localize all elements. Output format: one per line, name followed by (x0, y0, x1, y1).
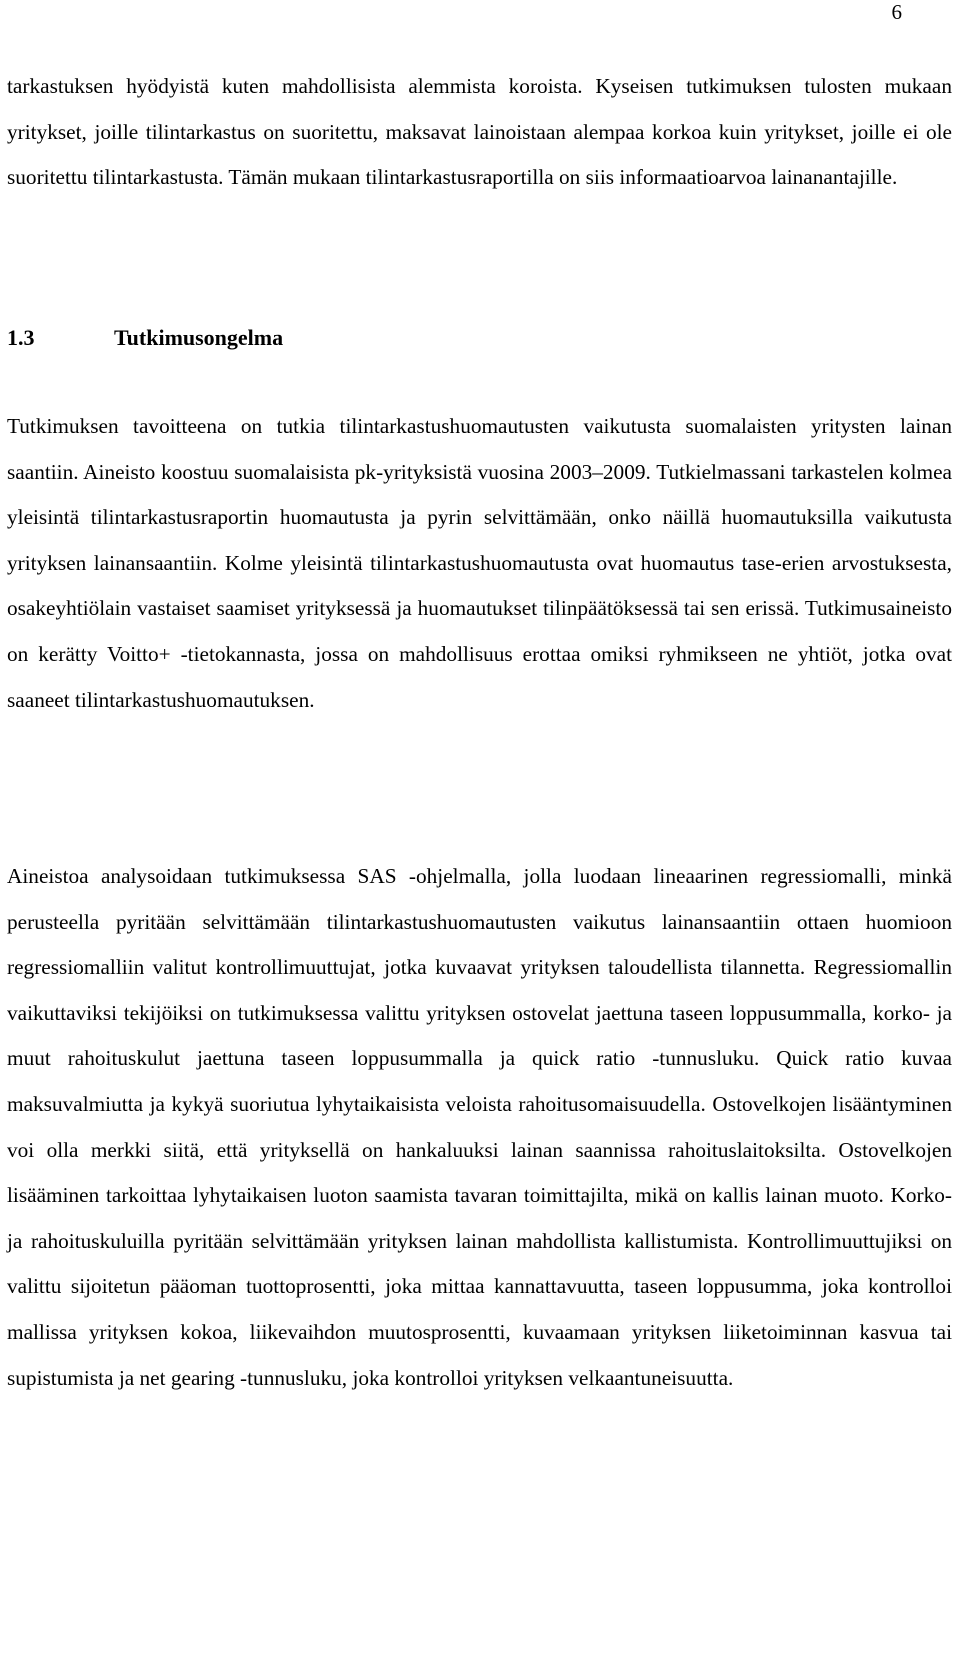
page-number: 6 (891, 0, 902, 24)
paragraph-research-problem: Tutkimuksen tavoitteena on tutkia tilintarkastushuomautusten vaikutusta suomalaisten yritysten lainan saantiin. Aineisto koostuu suomalaisista pk-yrityksistä vuosina 2003–2009. Tutkielmassani tarkastelen kolmea yleisintä tilintarkastusraportin huomautusta ja pyrin selvittämään, onko näillä huomautuksilla vaikutusta yrityksen lainansaantiin. Kolme yleisintä tilintarkastushuomautusta ovat huomautus tase-erien arvostuksesta, osakeyhtiölain vastaiset saamiset yrityksessä ja huomautukset tilinpäätöksessä tai sen erissä. Tutkimusaineisto on kerätty Voitto+ -tietokannasta, jossa on mahdollisuus erottaa omiksi ryhmikseen ne yhtiöt, jotka ovat saaneet tilintarkastushuomautuksen. (7, 414, 952, 712)
paragraph-intro-continuation: tarkastuksen hyödyistä kuten mahdollisista alemmista koroista. Kyseisen tutkimuksen tulosten mukaan yritykset, joille tilintarkastus on suoritettu, maksavat lainoistaan alempaa korkoa kuin yritykset, joille ei ole suoritettu tilintarkastusta. Tämän mukaan tilintarkastusraportilla on siis informaatioarvoa lainanantajille. (7, 74, 952, 190)
section-heading (7, 315, 283, 361)
section-number: 1.3 (7, 325, 35, 350)
paragraph-analysis-method: Aineistoa analysoidaan tutkimuksessa SAS -ohjelmalla, jolla luodaan lineaarinen regressiomalli, minkä perusteella pyritään selvittämään tilintarkastushuomautusten vaikutus lainansaantiin ottaen huomioon regressiomalliin valitut kontrollimuuttujat, jotka kuvaavat yrityksen taloudellista tilannetta. Regressiomallin vaikuttaviksi tekijöiksi on tutkimuksessa valittu yrityksen ostovelat jaettuna taseen loppusummalla, korko- ja muut rahoituskulut jaettuna taseen loppusummalla ja quick ratio -tunnusluku. Quick ratio kuvaa maksuvalmiutta ja kykyä suoriutua lyhytaikaisista veloista rahoitusomaisuudella. Ostovelkojen lisääntyminen voi olla merkki siitä, että yrityksellä on hankaluuksi lainan saannissa rahoituslaitoksilta. Ostovelkojen lisääminen tarkoittaa lyhytaikaisen luoton saamista tavaran toimittajilta, mikä on kallis lainan muoto. Korko- ja rahoituskuluilla pyritään selvittämään yrityksen lainan mahdollista kallistumista. Kontrollimuuttujiksi on valittu sijoitetun pääoman tuottoprosentti, joka mittaa kannattavuutta, taseen loppusumma, joka kontrolloi mallissa yrityksen kokoa, liikevaihdon muutosprosentti, kuvaamaan yrityksen liiketoiminnan kasvua tai supistumista ja net gearing -tunnusluku, joka kontrolloi yrityksen velkaantuneisuutta. (7, 864, 952, 1390)
section-title: Tutkimusongelma (114, 325, 284, 350)
